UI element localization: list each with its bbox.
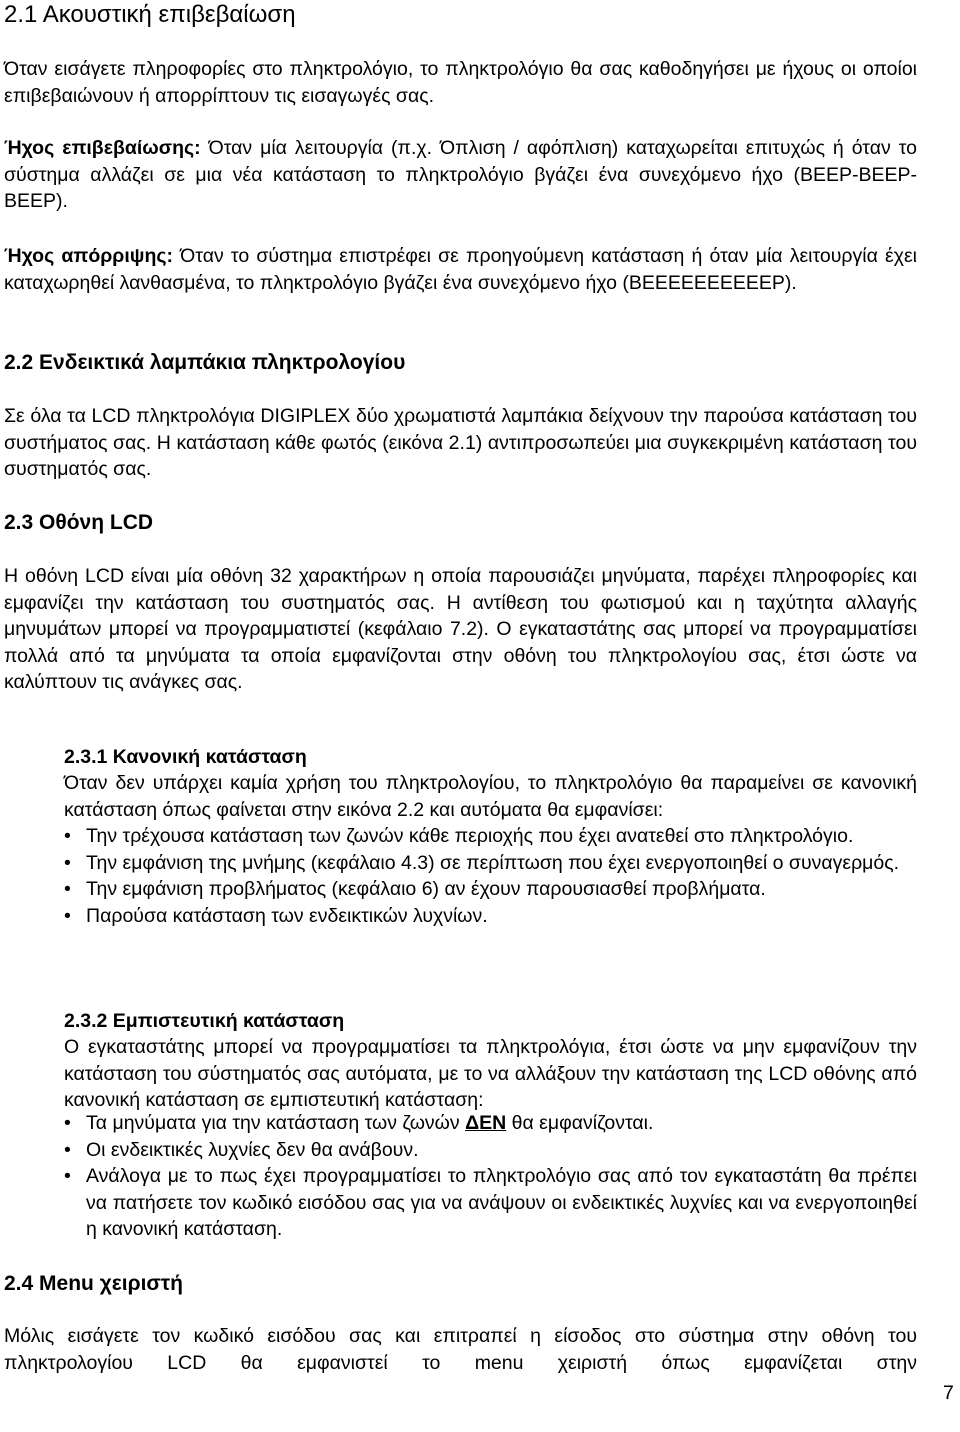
list-item <box>64 876 917 903</box>
section-2-4-text: Μόλις εισάγετε τον κωδικό εισόδου σας και επιτραπεί η είσοδος στο σύστημα στην οθόνη του πληκτρολογίου LCD θα εμφανιστεί το menu χειριστή όπως εμφανίζεται στην <box>4 1325 917 1374</box>
list-item-text: Οι ενδεικτικές λυχνίες δεν θα ανάβουν. <box>86 1138 419 1161</box>
section-2-4-title: 2.4 Menu χειριστή <box>4 1272 183 1295</box>
list-item-text: Την εμφάνιση της μνήμης (κεφάλαιο 4.3) σε περίπτωση που έχει ενεργοποιηθεί ο συναγερμός. <box>86 851 900 874</box>
list-item-text: Την εμφάνιση προβλήματος (κεφάλαιο 6) αν έχουν παρουσιασθεί προβλήματα. <box>86 878 766 900</box>
page-number: 7 <box>943 1382 954 1404</box>
list-item-text-post: θα εμφανίζονται. <box>506 1112 654 1134</box>
list-item-text: Ανάλογα με το πως έχει προγραμματίσει το πληκτρολόγιο σας από τον εγκαταστάτη θα πρέπει να πατήσετε τον κωδικό εισόδου σας για να ανάψουν οι ενδεικτικές λυχνίες και να ενεργοποιηθεί η κανονική κατάσταση. <box>86 1165 917 1240</box>
list-item <box>64 1110 917 1137</box>
section-2-1-intro: Όταν εισάγετε πληροφορίες στο πληκτρολόγιο, το πληκτρολόγιο θα σας καθοδηγήσει με ήχους οι οποίοι επιβεβαιώνουν ή απορρίπτουν τις εισαγωγές σας. <box>4 58 917 107</box>
section-2-3-title: 2.3 Οθόνη LCD <box>4 511 154 534</box>
section-2-2-text: Σε όλα τα LCD πληκτρολόγια DIGIPLEX δύο χρωματιστά λαμπάκια δείχνουν την παρούσα κατάσταση του συστήματος σας. Η κατάσταση κάθε φωτός (εικόνα 2.1) αντιπροσωπεύει μια συγκεκριμένη κατάσταση του συστηματός σας. <box>4 405 917 480</box>
bullet-icon: • <box>64 1112 71 1134</box>
section-2-3-2-text: Ο εγκαταστάτης μπορεί να προγραμματίσει τα πληκτρολόγια, έτσι ώστε να μην εμφανίζουν την κατάσταση του σύστηματός σας αυτόματα, με το να αλλάξουν την κατάσταση της LCD οθόνης από κανονική κατάσταση σε εμπιστευτική κατάσταση: <box>64 1036 917 1111</box>
reject-sound-label: Ήχος απόρριψης: <box>4 245 174 267</box>
list-item <box>64 823 917 850</box>
list-item-text: Την τρέχουσα κατάσταση των ζωνών κάθε περιοχής που έχει ανατεθεί στο πληκτρολόγιο. <box>86 825 854 847</box>
reject-sound-paragraph <box>4 243 917 296</box>
list-item-text-pre: Τα μηνύματα για την κατάσταση των ζωνών <box>86 1112 466 1134</box>
section-2-3-2-bullet-list <box>64 1110 917 1243</box>
section-2-3-1-bullet-list <box>64 823 917 929</box>
bullet-icon: • <box>64 904 71 927</box>
section-2-3-1-text: Όταν δεν υπάρχει καμία χρήση του πληκτρολογίου, το πληκτρολόγιο θα παραμείνει σε κανονική κατάσταση όπως φαίνεται στην εικόνα 2.2 και αυτόματα θα εμφανίσει: <box>64 772 917 821</box>
section-2-3-text: Η οθόνη LCD είναι μία οθόνη 32 χαρακτήρων η οποία παρουσιάζει μηνύματα, παρέχει πληροφορίες και εμφανίζει την κατάσταση του συστηματός σας. Η αντίθεση του φωτισμού και η ταχύτητα αλλαγής μηνυμάτων μπορεί να προγραμματιστεί (κεφάλαιο 7.2). Ο εγκαταστάτης σας μπορεί να προγραμματίσει πολλά από τα μηνύματα τα οποία εμφανίζονται στην οθόνη του πληκτρολογίου σας, έτσι ώστε να καλύπτουν τις ανάγκες σας. <box>4 565 917 693</box>
confirm-sound-text: Όταν μία λειτουργία (π.χ. Όπλιση / αφόπλιση) καταχωρείται επιτυχώς ή όταν το σύστημα αλλάζει σε μια νέα κατάσταση το πληκτρολόγιο βγάζει ένα συνεχόμενο ήχο (BEEP-BEEP-BEEP). <box>4 137 917 212</box>
list-item <box>64 850 917 877</box>
reject-sound-text: Όταν το σύστημα επιστρέφει σε προηγούμενη κατάσταση ή όταν μία λειτουργία έχει καταχωρηθεί λανθασμένα, το πληκτρολόγιο βγάζει ένα συνεχόμενο ήχο (BEEEEEEEEEEP). <box>4 245 917 294</box>
list-item <box>64 1137 917 1164</box>
bullet-icon: • <box>64 878 71 900</box>
list-item <box>64 1163 917 1243</box>
section-2-2-title: 2.2 Ενδεικτικά λαμπάκια πληκτρολογίου <box>4 351 406 374</box>
emphasis-not: ΔΕΝ <box>465 1112 507 1134</box>
confirm-sound-paragraph <box>4 135 917 215</box>
bullet-icon: • <box>64 1138 71 1161</box>
confirm-sound-label: Ήχος επιβεβαίωσης: <box>4 137 201 159</box>
section-2-3-2-title: 2.3.2 Εμπιστευτική κατάσταση <box>64 1010 345 1032</box>
bullet-icon: • <box>64 851 71 874</box>
section-2-3-1-title: 2.3.1 Κανονική κατάσταση <box>64 746 307 768</box>
section-2-1-title: 2.1 Ακουστική επιβεβαίωση <box>4 1 296 28</box>
bullet-icon: • <box>64 825 71 847</box>
bullet-icon: • <box>64 1165 71 1187</box>
list-item-text: Παρούσα κατάσταση των ενδεικτικών λυχνίων. <box>86 904 488 927</box>
list-item <box>64 903 917 930</box>
